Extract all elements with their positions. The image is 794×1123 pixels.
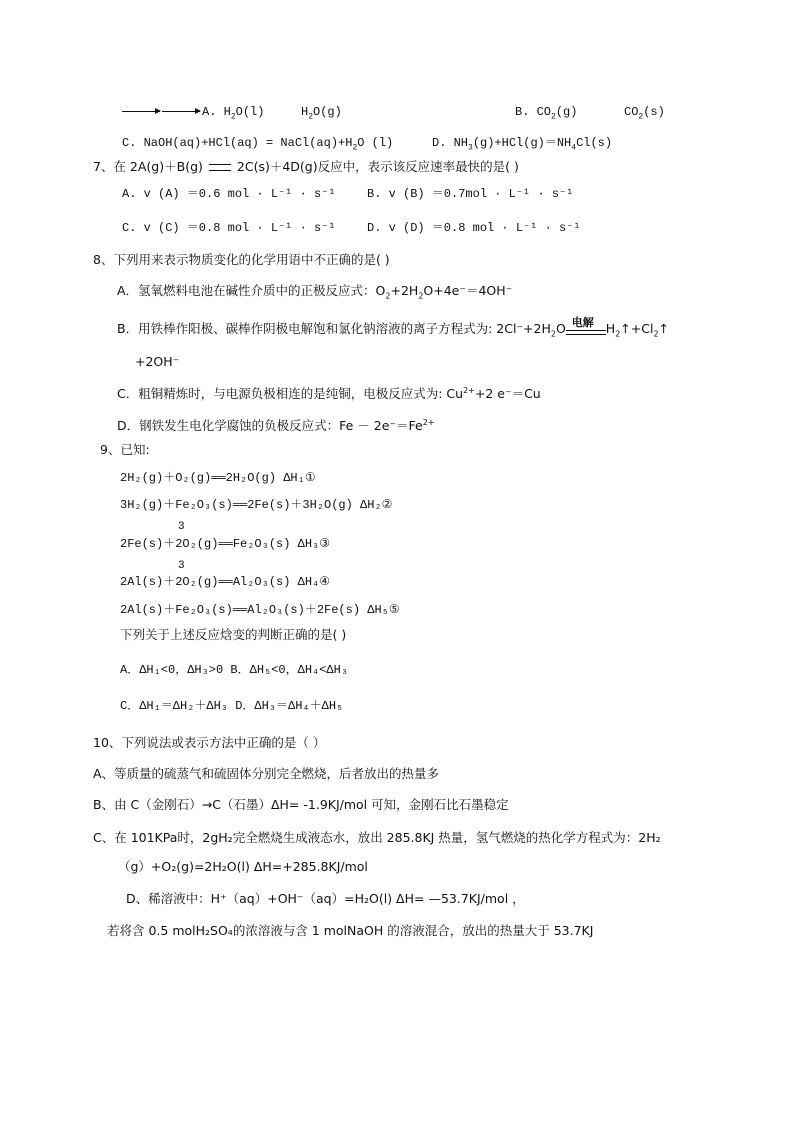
- q8-option-a: A．氢氧燃料电池在碱性介质中的正极反应式：$O_2+2H_2O+4e^-=4OH^-$: [117, 283, 513, 301]
- q8-option-b-continued: +2OH⁻: [135, 354, 180, 369]
- q10-stem: 10、下列说法或表示方法中正确的是（ ）: [93, 735, 326, 750]
- q7-option-b: B. v (B) ＝0.7mol · L⁻¹ · s⁻¹: [367, 187, 574, 201]
- q6-option-a-product: $H_2O(g)$: [301, 105, 342, 122]
- q8-stem: 8、下列用来表示物质变化的化学用语中不正确的是( ): [93, 252, 390, 267]
- q9-fraction-3: 3: [178, 521, 185, 533]
- q10-option-c-continued: （g）+O₂(g)=2H₂O(l) ΔH=+285.8KJ/mol: [118, 859, 368, 874]
- q7-option-a: A. v (A) ＝0.6 mol · L⁻¹ · s⁻¹: [122, 187, 336, 201]
- q9-stem: 9、已知:: [100, 442, 150, 457]
- q7-stem: 7、在 2A(g)＋B(g) 2C(s)＋4D(g)反应中，表示该反应速率最快的是( ): [93, 159, 519, 174]
- q8-option-c: C．粗铜精炼时，与电源负极相连的是纯铜，电极反应式为: $Cu^{2+}+2$ e⁻＝Cu: [117, 385, 541, 401]
- q9-equation-2: 3H₂(g)＋Fe₂O₃(s)══2Fe(s)＋3H₂O(g) ΔH₂②: [120, 498, 393, 512]
- q6-option-a: A. $H_2O(l)$: [122, 104, 264, 120]
- equilibrium-sign-icon: [209, 164, 231, 171]
- arrow-icon: [162, 111, 200, 112]
- q10-option-c: C、在 101KPa时，2gH₂完全燃烧生成液态水，放出 285.8KJ 热量，氢气燃烧的热化学方程式为：2H₂: [93, 830, 661, 845]
- q8-option-d: D．钢铁发生电化学腐蚀的负极反应式：$Fe - 2e^-=Fe^{2+}$: [117, 417, 435, 433]
- q9-equation-1: 2H₂(g)＋O₂(g)══2H₂O(g) ΔH₁①: [120, 471, 316, 485]
- q9-equation-5: 2Al(s)＋Fe₂O₃(s)══Al₂O₃(s)＋2Fe(s) ΔH₅⑤: [120, 603, 400, 617]
- q9-equation-4: 2Al(s)＋2O₂(g)══Al₂O₃(s) ΔH₄④: [120, 575, 330, 589]
- arrow-icon: [122, 111, 160, 112]
- q6-option-b: B. $CO_2(g)$: [515, 105, 578, 122]
- q7-option-d: D. v (D) ＝0.8 mol · L⁻¹ · s⁻¹: [367, 221, 581, 235]
- q10-option-a: A、等质量的硫蒸气和硫固体分别完全燃烧，后者放出的热量多: [93, 766, 440, 781]
- q6-option-d: D. $NH_3(g)+HCl(g)=NH_4Cl(s)$: [432, 136, 613, 153]
- q9-question: 下列关于上述反应焓变的判断正确的是( ): [120, 627, 347, 642]
- q9-fraction-4: 3: [178, 560, 185, 572]
- q6-option-b-product: $CO_2(s)$: [624, 105, 665, 122]
- q10-option-b: B、由 C（金刚石）→C（石墨）ΔH= -1.9KJ/mol 可知，金刚石比石墨稳定: [93, 797, 509, 812]
- q10-option-d: D、稀溶液中：H⁺（aq）+OH⁻（aq）=H₂O(l) ΔH= —53.7KJ/mol ，: [126, 891, 525, 906]
- q8-option-b: B．用铁棒作阳极、碳棒作阴极电解饱和氯化钠溶液的离子方程式为: $2Cl^-+2H_2O$ 电解 $H_2↑+Cl_2↑$: [117, 316, 670, 339]
- q9-equation-3: 2Fe(s)＋2O₂(g)══Fe₂O₃(s) ΔH₃③: [120, 537, 330, 551]
- q7-option-c: C. v (C) ＝0.8 mol · L⁻¹ · s⁻¹: [122, 221, 336, 235]
- electrolysis-arrow: 电解: [566, 323, 606, 337]
- q10-option-d-continued: 若将含 0.5 molH₂SO₄的浓溶液与含 1 molNaOH 的溶液混合，放出的热量大于 53.7KJ: [107, 923, 594, 938]
- q9-options-ab: A．ΔH₁<0，ΔH₃>0 B．ΔH₅<0，ΔH₄<ΔH₃: [120, 663, 349, 677]
- q6-option-c: C. NaOH(aq)+HCl(aq) = $NaCl(aq)+H_2O$ (l): [122, 136, 394, 153]
- q9-options-cd: C．ΔH₁＝ΔH₂＋ΔH₃ D．ΔH₃＝ΔH₄＋ΔH₅: [120, 699, 344, 713]
